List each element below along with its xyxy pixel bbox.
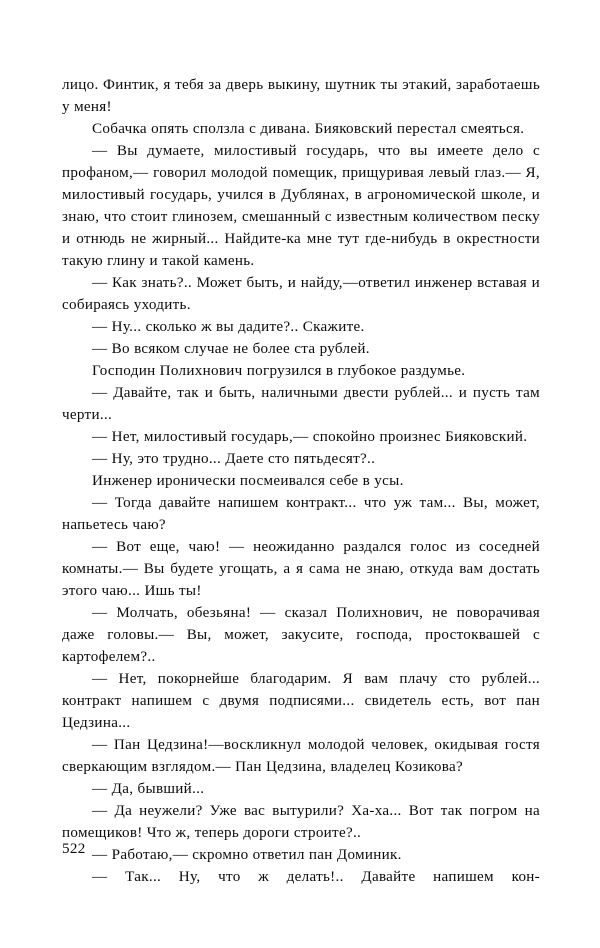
- paragraph: — Молчать, обезьяна! — сказал Полихнович, не поворачивая даже головы.— Вы, может, закусите, господа, простоквашей с картофелем?..: [62, 605, 540, 665]
- paragraph: — Ну, это трудно... Даете сто пятьдесят?..: [92, 451, 376, 467]
- paragraph: лицо. Финтик, я тебя за дверь выкину, шутник ты этакий, заработаешь у меня!: [62, 77, 540, 115]
- paragraph: — Нет, покорнейше благодарим. Я вам плачу сто рублей... контракт напишем с двумя подписями... свидетель есть, вот пан Цедзина...: [62, 671, 540, 731]
- body-text-column: [62, 74, 540, 888]
- paragraph: — Как знать?.. Может быть, и найду,—ответил инженер вставая и собираясь уходить.: [62, 275, 540, 313]
- paragraph: Господин Полихнович погрузился в глубокое раздумье.: [92, 363, 466, 379]
- paragraph: — Пан Цедзина!—воскликнул молодой человек, окидывая гостя сверкающим взглядом.— Пан Цедзина, владелец Козикова?: [62, 737, 540, 775]
- paragraph: Инженер иронически посмеивался себе в усы.: [92, 473, 404, 489]
- paragraph: Собачка опять сползла с дивана. Бияковский перестал смеяться.: [92, 121, 525, 137]
- page-number: 522: [62, 841, 86, 857]
- paragraph: — Да неужели? Уже вас вытурили? Ха-ха... Вот так погром на помещиков! Что ж, теперь дороги строите?..: [62, 803, 540, 841]
- paragraph: — Во всяком случае не более ста рублей.: [92, 341, 370, 357]
- paragraph: — Да, бывший...: [92, 781, 205, 797]
- paragraph: — Работаю,— скромно ответил пан Доминик.: [92, 847, 402, 863]
- paragraph: — Тогда давайте напишем контракт... что уж там... Вы, может, напьетесь чаю?: [62, 495, 540, 533]
- paragraph: — Вот еще, чаю! — неожиданно раздался голос из соседней комнаты.— Вы будете угощать, а я сама не знаю, откуда вам достать этого чаю... Ишь ты!: [62, 539, 540, 599]
- paragraph: — Ну... сколько ж вы дадите?.. Скажите.: [92, 319, 365, 335]
- paragraph: — Вы думаете, милостивый государь, что вы имеете дело с профаном,— говорил молодой помещик, прищуривая левый глаз.— Я, милостивый государь, учился в Дублянах, в агрономической школе, и знаю, что стоит глинозем, смешанный с известным количеством песку и отнюдь не жирный... Найдите-ка мне тут где-нибудь в окрестности такую глину и такой камень.: [62, 143, 540, 269]
- paragraph: — Давайте, так и быть, наличными двести рублей... и пусть там черти...: [62, 385, 540, 423]
- paragraph: — Так... Ну, что ж делать!.. Давайте напишем кон-: [92, 869, 540, 885]
- paragraph: — Нет, милостивый государь,— спокойно произнес Бияковский.: [92, 429, 528, 445]
